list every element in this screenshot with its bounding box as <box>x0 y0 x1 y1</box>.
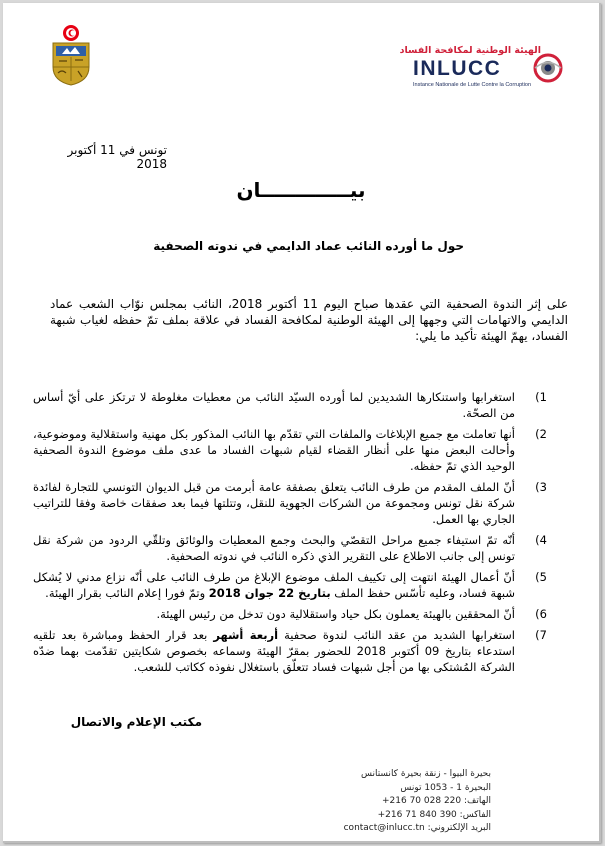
eye-icon <box>533 53 563 83</box>
footer-address-line-1: بحيرة البيوا - زنقة بحيرة كانستانس <box>360 769 491 779</box>
logo-french-name: Instance Nationale de Lutte Contre la Corruption <box>413 82 532 88</box>
footer-fax: الفاكس: 390 840 71 216+ <box>377 809 491 820</box>
footer-email[interactable]: البريد الإلكتروني: contact@inlucc.tn <box>343 823 491 833</box>
point-text-continued: بعد قرار الحفظ ومباشرة بعد تلقيه استدعاء بتاريخ 09 أكتوبر 2018 للحضور بمقرّ الهيئة وسماعه بخصوص شكايتين تقدّمت بهما ضدّه الشركة المُشتكى بها من أجل شبهات فساد تتعلّق باستغلال نفوذه ككاتب للشعب. <box>33 628 515 674</box>
tunisia-coat-of-arms-icon <box>47 23 95 87</box>
point-text: أنّ الملف المقدم من طرف النائب يتعلق بصفقة عامة أبرمت من قبل الديوان التونسي للتجارة لفائدة شركة نقل تونس ومجموعة من الشركات الجهوية للنقل، وتتلتها فيما بعد صفقات خاصة وفقا للتراتيب الجاري بها العمل. <box>33 480 515 526</box>
document-subject: حول ما أورده النائب عماد الدايمي في ندوته الصحفية <box>153 239 464 253</box>
statement-point <box>33 532 547 564</box>
point-emphasis: أربعة أشهر <box>213 628 279 642</box>
point-number: 7) <box>535 628 547 642</box>
point-number: 3) <box>535 480 547 494</box>
point-text: أنها تعاملت مع جميع الإبلاغات والملفات التي تقدّم بها النائب المذكور بكل مهنية واستقلالية وموضوعية، وأحالت البعض منها على أنظار القضاء لقيام شبهات الفساد ما عدى ملف موضوع الندوة الصحفية الوحيد الذي تمّ حفظه. <box>33 427 515 473</box>
statement-point <box>33 606 547 622</box>
document-title: بيـــــــــــــان <box>236 178 366 202</box>
point-text: استغرابها واستنكارها الشديدين لما أورده السيّد النائب من معطيات مغلوطة لا ترتكز على أيّ أساس من الصحّة. <box>33 390 515 420</box>
statement-point <box>33 479 547 527</box>
point-number: 1) <box>535 390 547 404</box>
point-text: أنّ أعمال الهيئة انتهت إلى تكييف الملف موضوع الإبلاغ من طرف النائب على أنّه نزاع مدني لا يُشكل شبهة فساد، وعليه تأسّس حفظ الملف <box>33 570 515 600</box>
point-emphasis: بتاريخ 22 جوان 2018 <box>208 586 331 600</box>
signature: مكتب الإعلام والاتصال <box>70 715 202 729</box>
document-page <box>3 3 601 843</box>
document-date: تونس في 11 أكتوبر 2018 <box>67 143 167 171</box>
point-number: 2) <box>535 427 547 441</box>
footer-address-line-2: البحيرة 1 - 1053 تونس <box>400 782 491 793</box>
statement-point <box>33 627 547 675</box>
point-number: 5) <box>535 570 547 584</box>
inlucc-logo <box>399 45 563 95</box>
point-text: أنّ المحققين بالهيئة يعملون بكل حياد واستقلالية دون تدخل من رئيس الهيئة. <box>156 607 515 621</box>
point-text-continued: وتمّ فورا إعلام النائب بقرار الهيئة. <box>45 586 209 600</box>
statement-points <box>33 389 547 680</box>
point-number: 6) <box>535 607 547 621</box>
logo-acronym: INLUCC <box>413 57 502 80</box>
intro-paragraph: على إثر الندوة الصحفية التي عقدها صباح اليوم 11 أكتوبر 2018، النائب بمجلس نوّاب الشعب عماد الدايمي والاتهامات التي وجهها إلى الهيئة الوطنية لمكافحة الفساد في علاقة بملف تمّ حفظه لغياب شبهة الفساد، يهمّ الهيئة تأكيد ما يلي: <box>50 297 568 343</box>
point-number: 4) <box>535 533 547 547</box>
logo-arabic-name: الهيئة الوطنية لمكافحة الفساد <box>399 45 541 56</box>
point-text: استغرابها الشديد من عقد النائب لندوة صحفية <box>278 628 515 642</box>
statement-point <box>33 569 547 601</box>
statement-point <box>33 389 547 421</box>
footer-phone: الهاتف: 220 028 70 216+ <box>381 796 491 806</box>
statement-point <box>33 426 547 474</box>
point-text: أنّه تمّ استيفاء جميع مراحل التقصّي والبحث وجمع المعطيات والوثائق وتلقّي الردود من شركة نقل تونس إلى جانب الاطلاع على التقرير الذي ذكره النائب في ندوته الصحفية. <box>33 533 515 563</box>
